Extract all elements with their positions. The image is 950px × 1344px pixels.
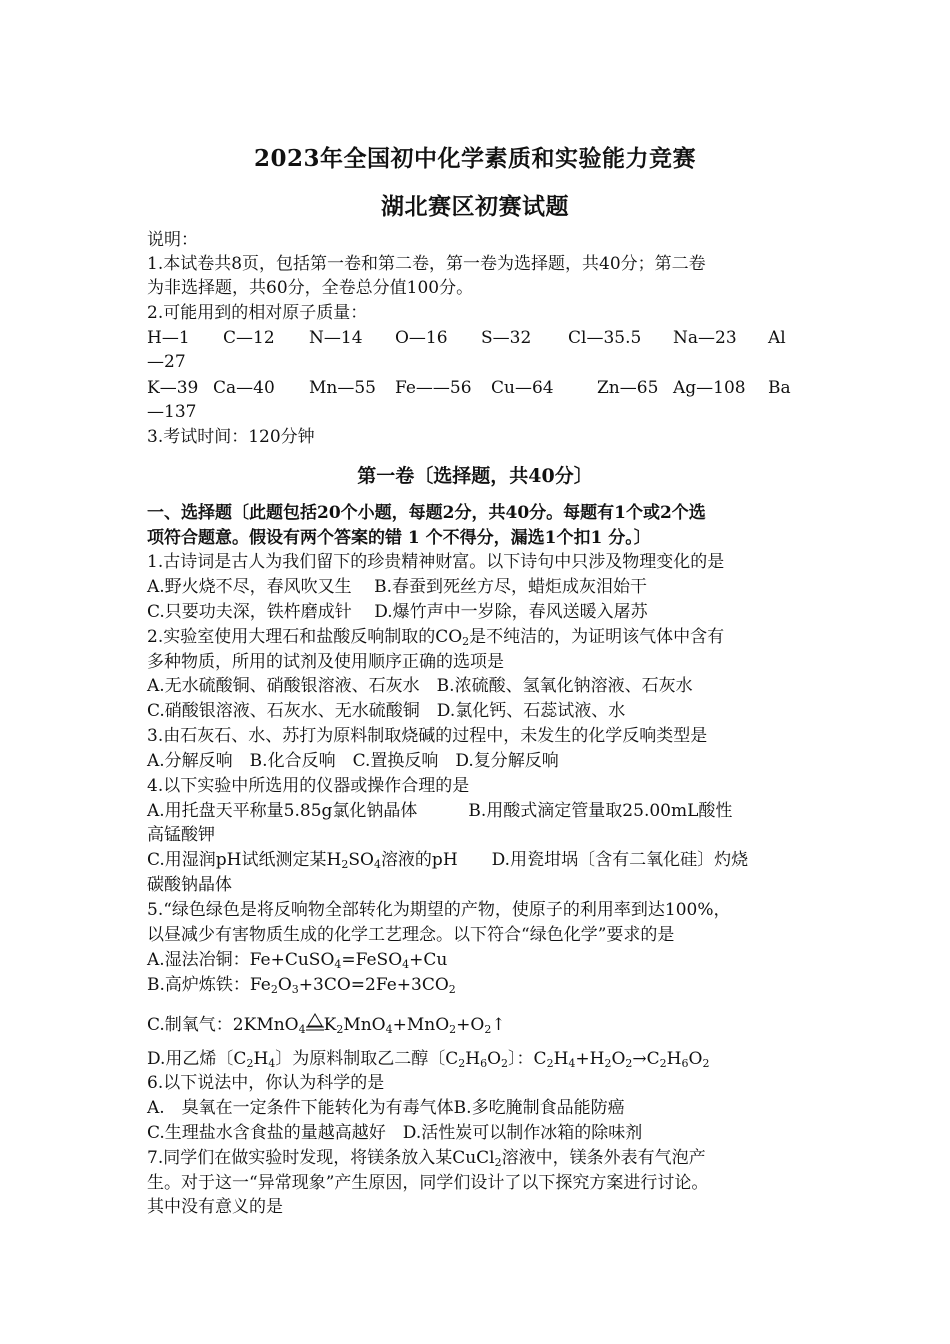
text-run: O: [277, 975, 292, 995]
text-run: =FeSO: [341, 950, 403, 970]
mass-entry: H—1: [147, 328, 190, 348]
subscript: 4: [268, 1057, 276, 1070]
subscript: 2: [494, 1156, 502, 1169]
page-title: 2023年全国初中化学素质和实验能力竞赛: [253, 145, 696, 172]
text-run: K: [323, 1015, 337, 1035]
mass-entry: Ag—108: [673, 378, 746, 398]
subscript: 2: [448, 983, 456, 996]
question-2-cont: 多种物质，所用的试剂及使用顺序正确的选项是: [147, 652, 504, 672]
subscript: 2: [341, 858, 349, 871]
atomic-masses-row-2: [147, 376, 807, 400]
question-7-cont-2: 其中没有意义的是: [147, 1197, 283, 1217]
text-run: B.高炉炼铁：Fe: [147, 975, 271, 995]
question-6-options-cd: C.生理盐水含食盐的量越高越好 D.活性炭可以制作冰箱的除味剂: [147, 1123, 643, 1143]
mass-entry: Fe——56: [395, 378, 472, 398]
question-5-option-c: [147, 1012, 807, 1037]
text-run: 〕：C: [508, 1049, 547, 1069]
question-1: 1.古诗词是古人为我们留下的珍贵精神财富。以下诗句中只涉及物理变化的是: [147, 552, 725, 572]
mass-entry: Zn—65: [597, 378, 659, 398]
question-4-options-ab: A.用托盘天平称量5.85g氯化钠晶体 B.用酸式滴定管量取25.00mL酸性: [147, 801, 733, 821]
question-5-cont: 以昼减少有害物质生成的化学工艺理念。以下符合“绿色化学”要求的是: [147, 925, 675, 945]
text-run: SO: [348, 850, 374, 870]
text-run: D.用乙烯〔C: [147, 1049, 247, 1069]
subscript: 2: [462, 635, 470, 648]
text-run: O: [688, 1049, 703, 1069]
subscript: 2: [659, 1057, 667, 1070]
subscript: 2: [270, 983, 278, 996]
mass-entry: Mn—55: [309, 378, 376, 398]
mass-entry: Cu—64: [491, 378, 554, 398]
atomic-masses-row-1: [147, 326, 807, 350]
subscript: 2: [501, 1057, 509, 1070]
subscript: 4: [373, 858, 381, 871]
subscript: 4: [568, 1057, 576, 1070]
text-run: C.制氧气：2KMnO: [147, 1015, 299, 1035]
subscript: 2: [625, 1057, 633, 1070]
question-2: [147, 625, 807, 649]
question-4-options-cd-cont: 碳酸钠晶体: [147, 875, 232, 895]
text-run: A.湿法冶铜：Fe+CuSO: [147, 950, 335, 970]
subscript: 2: [336, 1023, 344, 1036]
mass-entry: N—14: [309, 328, 363, 348]
subscript: 4: [402, 958, 410, 971]
text-run: +MnO: [392, 1015, 450, 1035]
subscript: 2: [702, 1057, 710, 1070]
notes-label: 说明：: [147, 230, 198, 250]
subscript: 4: [385, 1023, 393, 1036]
subscript: 6: [480, 1057, 488, 1070]
page-subtitle: 湖北赛区初赛试题: [381, 193, 569, 220]
question-2-options-cd: C.硝酸银溶液、石灰水、无水硫酸铜 D.氯化钙、石蕊试液、水: [147, 701, 626, 721]
part-1-instructions: 一、选择题〔此题包括20个小题，每题2分，共40分。每题有1个或2个选: [147, 503, 706, 523]
notes-item-3: 3.考试时间：120分钟: [147, 427, 315, 447]
mass-entry: Ba: [768, 378, 791, 398]
text-run: +Cu: [409, 950, 448, 970]
subscript: 2: [449, 1023, 457, 1036]
mass-entry: Cl—35.5: [568, 328, 642, 348]
text-run: MnO: [343, 1015, 386, 1035]
text-run: →C: [632, 1049, 660, 1069]
subscript: 3: [291, 983, 299, 996]
text-run: H: [465, 1049, 481, 1069]
text-run: H: [253, 1049, 269, 1069]
mass-entry: C—12: [223, 328, 275, 348]
notes-item-1: 1.本试卷共8页，包括第一卷和第二卷，第一卷为选择题，共40分；第二卷: [147, 254, 706, 274]
mass-entry: Ca—40: [213, 378, 275, 398]
text-run: ↑: [491, 1015, 506, 1035]
text-run: H: [666, 1049, 682, 1069]
text-run: H: [553, 1049, 569, 1069]
text-run: 2.实验室使用大理石和盐酸反响制取的CO: [147, 627, 463, 647]
question-5: 5.“绿色绿色是将反响物全部转化为期望的产物，使原子的利用率到达100%，: [147, 900, 731, 920]
part-1-instructions-cont: 项符合题意。假设有两个答案的错 1 个不得分，漏选1个扣1 分。〕: [147, 528, 651, 548]
question-5-option-a: [147, 948, 807, 972]
question-7: [147, 1146, 807, 1170]
mass-entry: Na—23: [673, 328, 737, 348]
subscript: 2: [246, 1057, 254, 1070]
atomic-masses-row-2-wrap: —137: [147, 402, 197, 422]
question-3: 3.由石灰石、水、苏打为原料制取烧碱的过程中，未发生的化学反响类型是: [147, 726, 708, 746]
subscript: 4: [298, 1023, 306, 1036]
subscript: 2: [604, 1057, 612, 1070]
question-4-options-cd: [147, 848, 807, 872]
text-run: 〕为原料制取乙二醇〔C: [275, 1049, 459, 1069]
question-4-options-ab-cont: 高锰酸钾: [147, 825, 215, 845]
question-1-options-cd: C.只要功夫深，铁杵磨成针 D.爆竹声中一岁除，春风送暖入屠苏: [147, 602, 648, 622]
mass-entry: Al: [768, 328, 786, 348]
question-7-cont: 生。对于这一“异常现象”产生原因，同学们设计了以下探究方案进行讨论。: [147, 1173, 709, 1193]
question-6: 6.以下说法中，你认为科学的是: [147, 1073, 385, 1093]
question-6-options-ab: A. 臭氧在一定条件下能转化为有毒气体B.多吃腌制食品能防癌: [147, 1098, 625, 1118]
text-run: O: [611, 1049, 626, 1069]
mass-entry: S—32: [481, 328, 532, 348]
text-run: 溶液中，镁条外表有气泡产: [501, 1148, 706, 1168]
mass-entry: K—39: [147, 378, 199, 398]
notes-item-2: 2.可能用到的相对原子质量：: [147, 303, 368, 323]
text-run: 溶液的pH D.用瓷坩埚〔含有二氧化硅〕灼烧: [380, 850, 749, 870]
text-run: C.用湿润pH试纸测定某H: [147, 850, 342, 870]
subscript: 2: [484, 1023, 492, 1036]
subscript: 2: [546, 1057, 554, 1070]
part-1-title: 第一卷〔选择题，共40分〕: [357, 465, 593, 487]
subscript: 2: [458, 1057, 466, 1070]
text-run: 是不纯洁的，为证明该气体中含有: [469, 627, 725, 647]
notes-item-1-cont: 为非选择题，共60分，全卷总分值100分。: [147, 278, 474, 298]
mass-entry: O—16: [395, 328, 448, 348]
text-run: +H: [575, 1049, 605, 1069]
text-run: O: [487, 1049, 502, 1069]
text-run: +3CO=2Fe+3CO: [298, 975, 449, 995]
question-5-option-d: [147, 1047, 807, 1071]
question-5-option-b: [147, 973, 807, 997]
heat-triangle-icon: [306, 1012, 324, 1032]
question-1-options-ab: A.野火烧不尽，春风吹又生 B.春蚕到死丝方尽，蜡炬成灰泪始干: [147, 577, 647, 597]
question-3-options: A.分解反响 B.化合反响 C.置换反响 D.复分解反响: [147, 751, 559, 771]
subscript: 4: [334, 958, 342, 971]
subscript: 6: [681, 1057, 689, 1070]
question-2-options-ab: A.无水硫酸铜、硝酸银溶液、石灰水 B.浓硫酸、氢氧化钠溶液、石灰水: [147, 676, 693, 696]
question-4: 4.以下实验中所选用的仪器或操作合理的是: [147, 776, 470, 796]
text-run: 7.同学们在做实验时发现，将镁条放入某CuCl: [147, 1148, 495, 1168]
text-run: +O: [456, 1015, 485, 1035]
atomic-masses-row-1-wrap: —27: [147, 352, 186, 372]
